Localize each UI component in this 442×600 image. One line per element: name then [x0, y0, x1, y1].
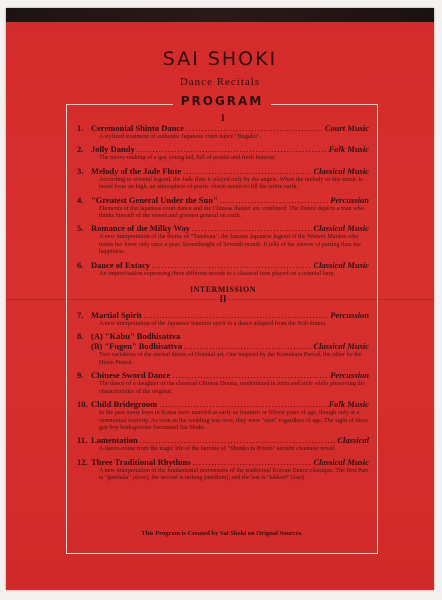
- item-name: "Greatest General Under the Sun": [91, 194, 218, 205]
- item-name: Melody of the Jade Flute: [91, 165, 182, 176]
- item-description: The dance of a daughter of the classical Chinese Drama, modernized in form and style while preserving the characteristics of the original.: [99, 380, 365, 395]
- item-name: Ceremonial Shinto Dance: [91, 123, 184, 133]
- item-name: Jolly Dandy: [91, 144, 135, 155]
- program-item-10: [77, 399, 369, 431]
- item-number: 9.: [77, 370, 84, 381]
- item-name: Lamentation: [91, 435, 138, 446]
- item-name: Romance of the Milky Way: [91, 223, 191, 234]
- item-name: Three Traditional Rhythms: [91, 456, 191, 467]
- item-category: Folk Music: [328, 399, 369, 410]
- program-item-2: [77, 144, 369, 161]
- item-description: An improvisation expressing three different moods to a classical tune played on a oriental harp.: [99, 269, 336, 277]
- item-name: Child Bridegroom: [91, 399, 158, 410]
- program-frame: [66, 94, 378, 554]
- item-name-a: (A) "Kabu" Bodhisattva: [91, 331, 181, 342]
- program-page: [6, 8, 434, 590]
- program-item-6: [77, 260, 369, 277]
- program-item-3: [77, 166, 369, 191]
- item-description: A new interpretation of the theme of "Tanabata", the famous Japanese legend of the Weaver Maiden who meets her lover only once a year, Seventhnight of Seventh month. It tells of the sorrow of parting than the happiness.: [99, 233, 361, 256]
- part-one-label: I: [221, 113, 225, 123]
- item-category: Percussion: [330, 370, 369, 381]
- item-description: A new interpretation of the Japanese Samurai spirit in a dance adapted from the Noh drama.: [99, 320, 327, 328]
- item-name: Chinese Sword Dance: [91, 370, 171, 381]
- item-number: 11.: [77, 435, 88, 446]
- item-category: Classical Music: [313, 223, 369, 234]
- program-item-9: [77, 370, 369, 395]
- item-number: 7.: [77, 310, 84, 321]
- item-category: Classical: [337, 435, 369, 446]
- page-title: SAI SHOKI: [162, 48, 278, 70]
- program-item-7: [77, 310, 369, 327]
- program-content: [77, 113, 369, 486]
- item-number: 2.: [77, 144, 84, 155]
- item-category: Classical Music: [313, 456, 369, 467]
- page-subtitle: Dance Recitals: [179, 76, 261, 88]
- item-description: The merry-making of a gay young lad, full of pranks and fresh humour.: [99, 154, 276, 162]
- item-name-b: (B) "Fugen" Bodhisattva: [91, 341, 183, 352]
- item-category: Court Music: [324, 123, 369, 133]
- item-number: 1.: [77, 123, 84, 133]
- item-category: Classical Music: [313, 341, 369, 352]
- item-name: Dance of Extacy: [91, 259, 151, 270]
- item-description: A dance-mime from the tragic life of the heroine of "Shunko in Prison" ancient chuanese novel.: [99, 445, 336, 453]
- item-description: According to oriental legend, the Jade flute is played only by the angels. When the melody of this music is heard from on high, an atmosphere of poetic charm seems to fill the entire earth.: [99, 175, 363, 191]
- item-description: Elements of the Japanese court dance and the Chinese theater are combined. The Dance depicts a man who thinks himself of the wisest and greatest general on earth.: [99, 204, 364, 220]
- item-description: A new interpretation of the fundamental movements of the traditional Korean Dance classique. The first Part is "ginnhale" (slow), the second is tarlung (medium), and the last is "takkori" (fast).: [99, 466, 368, 482]
- item-category: Folk Music: [328, 144, 369, 155]
- program-item-11: [77, 435, 369, 452]
- program-label: PROGRAM: [173, 94, 272, 108]
- program-heading: [67, 92, 377, 110]
- program-item-12: [77, 457, 369, 482]
- item-description: Two variations of the eternal theme of Oriental art. One inspired by the Kamakura Period, the other by the Heian Period.: [99, 351, 362, 366]
- item-category: Classical Music: [313, 259, 369, 270]
- program-item-5: [77, 223, 369, 255]
- item-name: Martial Spirit: [91, 310, 142, 321]
- program-item-1: [77, 123, 369, 140]
- program-item-8: [77, 331, 369, 366]
- item-number: 10.: [77, 399, 88, 410]
- item-category: Classical Music: [313, 165, 369, 176]
- item-number: 5.: [77, 223, 84, 234]
- top-dark-strip: [6, 8, 434, 22]
- intermission-label: INTERMISSION: [189, 285, 256, 295]
- item-description: In the past many boys in Korea were married as early as fourteen or fifteen years of age, though only at a ceremonial festivity. As soon as the wedding was over, they were "men" regardless of age. The sight of these gay boy bridegrooms fascinated Sai Shoki.: [99, 409, 369, 431]
- item-category: Percussion: [330, 310, 369, 321]
- item-category: Percussion: [330, 194, 369, 205]
- item-number: 3.: [77, 165, 84, 176]
- item-number: 4.: [77, 194, 84, 205]
- item-number: 6.: [77, 259, 84, 270]
- program-footer: This Program is Created by Sai Shoki on Orignal Sources.: [141, 530, 303, 537]
- item-number: 8.: [77, 331, 84, 342]
- part-two-label: II: [219, 294, 227, 305]
- program-item-4: [77, 195, 369, 220]
- item-description: A stylized treatment of authentic Japanese court dance "Bugaku".: [99, 133, 261, 140]
- item-number: 12.: [77, 456, 88, 467]
